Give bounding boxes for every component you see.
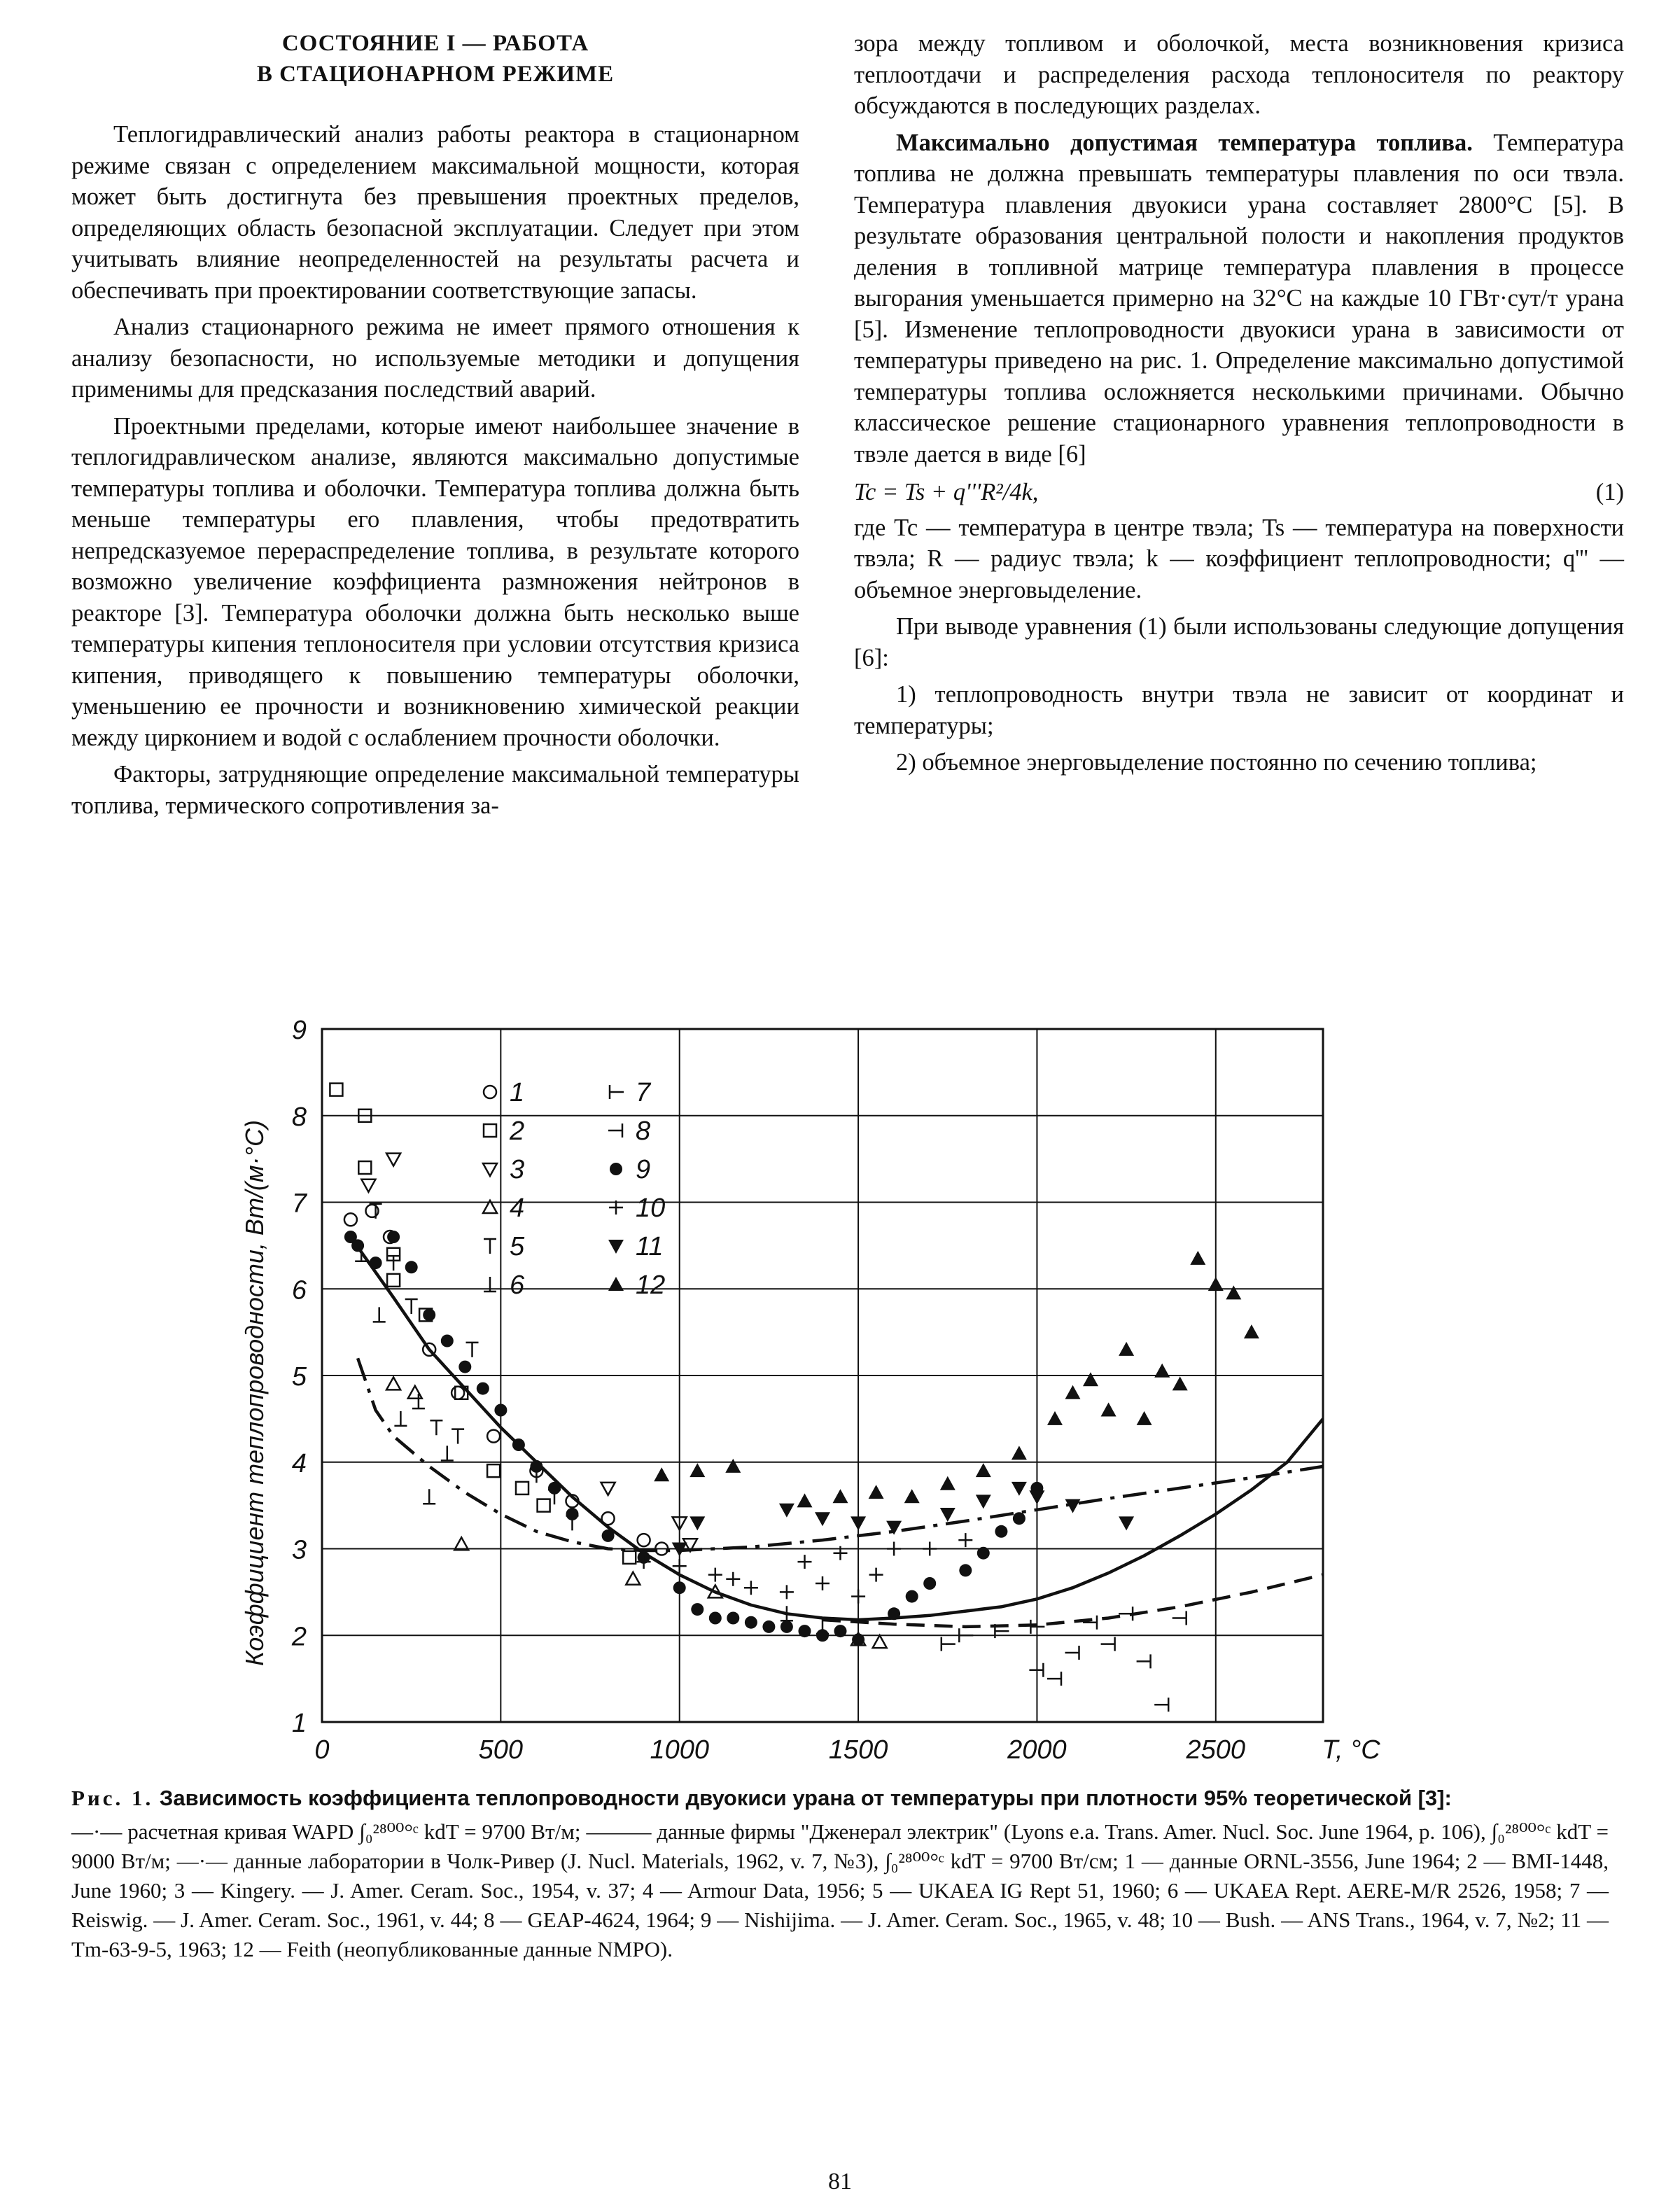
legend-marker-9 [610, 1163, 622, 1175]
data-point-series-5 [405, 1299, 418, 1314]
run-in-heading: Максимально допустимая температура топлива. [896, 129, 1473, 156]
data-point-series-9 [709, 1612, 722, 1625]
data-point-series-10 [958, 1533, 972, 1547]
caption-title: Зависимость коэффициента теплопроводности двуокиси урана от температуры при плотности 95% теоретической [3]: [153, 1786, 1452, 1810]
data-point-series-4 [386, 1377, 400, 1390]
y-tick-label: 9 [291, 1016, 307, 1045]
x-tick-label: 500 [478, 1735, 524, 1765]
data-point-series-6 [373, 1307, 386, 1322]
legend-label-7: 7 [636, 1078, 651, 1107]
data-point-series-9 [548, 1482, 561, 1494]
data-point-series-10 [726, 1572, 740, 1586]
legend-label-11: 11 [636, 1232, 664, 1261]
data-point-series-9 [995, 1525, 1007, 1538]
data-point-series-1 [638, 1534, 650, 1546]
y-tick-label: 2 [291, 1622, 307, 1652]
data-point-series-12 [940, 1476, 955, 1490]
data-point-series-1 [344, 1213, 357, 1226]
data-point-series-11 [815, 1512, 830, 1526]
data-point-series-9 [566, 1508, 579, 1520]
right-column [854, 28, 1624, 784]
data-point-series-2 [538, 1499, 550, 1512]
data-point-series-12 [833, 1489, 848, 1503]
data-point-series-12 [1154, 1364, 1170, 1378]
figure-1 [224, 1001, 1380, 1771]
data-point-series-9 [977, 1547, 990, 1560]
legend-label-12: 12 [636, 1270, 666, 1300]
data-point-series-3 [601, 1483, 615, 1495]
data-point-series-9 [423, 1308, 435, 1321]
paragraph: Теплогидравлический анализ работы реактора в стационарном режиме связан с определением максимальной мощности, которая может быть достигнута без превышения проектных пределов, определяющих область безопасной эксплуатации. Следует при этом учитывать влияние неопределенностей на результаты расчета и обеспечивать при проектировании соответствующие запасы. [71, 121, 799, 304]
equation-1 [854, 477, 1624, 508]
data-point-series-8 [1137, 1654, 1151, 1668]
data-point-series-9 [780, 1620, 793, 1633]
y-axis-label: Коэффициент теплопроводности, Вт/(м·°С) [240, 1120, 269, 1666]
data-point-series-5 [466, 1343, 479, 1357]
data-point-series-7 [959, 1628, 973, 1642]
data-point-series-9 [727, 1612, 739, 1625]
data-point-series-10 [887, 1542, 901, 1556]
data-point-series-9 [959, 1564, 972, 1576]
data-point-series-6 [412, 1394, 425, 1408]
legend-marker-2 [484, 1124, 496, 1137]
x-tick-label: T, °С [1322, 1735, 1380, 1765]
data-point-series-9 [673, 1581, 686, 1594]
data-point-series-8 [1047, 1672, 1061, 1686]
conductivity-chart [224, 1001, 1380, 1771]
equation-number: (1) [1595, 479, 1624, 505]
caption-label: Рис. 1. [71, 1786, 154, 1810]
data-point-series-9 [512, 1438, 525, 1451]
data-point-series-6 [423, 1489, 435, 1504]
data-point-series-12 [1065, 1385, 1081, 1399]
legend-marker-7 [610, 1085, 624, 1099]
data-point-series-9 [405, 1261, 418, 1273]
legend-marker-1 [484, 1086, 496, 1098]
data-point-series-8 [1172, 1611, 1186, 1625]
data-point-series-12 [1226, 1285, 1241, 1299]
data-point-series-8 [1029, 1663, 1043, 1677]
data-point-series-9 [888, 1607, 900, 1620]
data-point-series-2 [516, 1482, 528, 1494]
paragraph-continuation: зора между топливом и оболочкой, места возникновения кризиса теплоотдачи и распределения расхода теплоносителя по реактору обсуждаются в последующих разделах. [854, 30, 1624, 119]
data-point-series-10 [798, 1555, 812, 1569]
left-column [71, 28, 799, 827]
data-point-series-12 [1119, 1342, 1134, 1356]
legend-label-3: 3 [510, 1155, 525, 1184]
page-number: 81 [828, 2169, 852, 2194]
figure-caption [71, 1784, 1609, 1964]
legend-label-6: 6 [510, 1270, 525, 1300]
data-point-series-9 [477, 1382, 489, 1395]
paragraph: Факторы, затрудняющие определение максимальной температуры топлива, термического сопротивления за- [71, 761, 799, 819]
data-point-series-4 [408, 1386, 422, 1399]
data-point-series-11 [886, 1521, 902, 1535]
data-point-series-9 [762, 1620, 775, 1633]
data-point-series-8 [1154, 1698, 1168, 1712]
data-point-series-4 [873, 1635, 887, 1648]
data-point-series-12 [1047, 1411, 1063, 1425]
data-point-series-11 [690, 1516, 705, 1530]
data-point-series-5 [451, 1429, 464, 1444]
y-tick-label: 8 [291, 1102, 307, 1132]
legend-label-9: 9 [636, 1155, 651, 1184]
legend-marker-8 [608, 1124, 622, 1138]
data-point-series-7 [941, 1637, 955, 1651]
data-point-series-2 [487, 1464, 500, 1477]
data-point-series-5 [387, 1256, 400, 1270]
data-point-series-12 [654, 1467, 669, 1481]
data-point-series-11 [1011, 1482, 1027, 1496]
data-point-series-2 [358, 1161, 371, 1174]
data-point-series-8 [1065, 1646, 1079, 1660]
paragraph: Анализ стационарного режима не имеет прямого отношения к анализу безопасности, но используемые методики и допущения применимы для предсказания последствий аварий. [71, 314, 799, 402]
data-point-series-12 [904, 1489, 920, 1503]
curve-wapd [351, 1237, 1323, 1620]
caption-legend: —·— расчетная кривая WAPD ∫₀²⁸⁰⁰°ᶜ kdT = 9700 Вт/м; ——— данные фирмы "Дженерал электрик" (Lyons e.a. Trans. Amer. Nucl. Soc. June 1964, p. 106), ∫₀²⁸⁰⁰°ᶜ kdT = 9000 Вт/м; —·— данные лаборатории в Чолк-Ривер (J. Nucl. Materials, 1962, v. 7, №3), ∫₀²⁸⁰⁰°ᶜ kdT = 9700 Вт/см; 1 — данные ORNL-3556, June 1964; 2 — BMI-1448, June 1960; 3 — Kingery. — J. Amer. Ceram. Soc., 1954, v. 37; 4 — Armour Data, 1956; 5 — UKAEA IG Rept 51, 1960; 6 — UKAEA Rept. AERE-M/R 2526, 1958; 7 — Reiswig. — J. Amer. Ceram. Soc., 1961, v. 44; 8 — GEAP-4624, 1964; 9 — Nishijima. — J. Amer. Ceram. Soc., 1965, v. 48; 10 — Bush. — ANS Trans., 1964, v. 7, №2; 11 — Tm-63-9-5, 1963; 12 — Feith (неопубликованные данные NMPO). [71, 1819, 1609, 1961]
data-point-series-12 [1083, 1372, 1098, 1386]
list-item: 1) теплопроводность внутри твэла не зависит от координат и температуры; [854, 681, 1624, 739]
data-point-series-6 [441, 1446, 454, 1460]
data-point-series-9 [387, 1231, 400, 1243]
x-tick-label: 2500 [1186, 1735, 1246, 1765]
data-point-series-8 [1101, 1637, 1115, 1651]
data-point-series-10 [780, 1585, 794, 1599]
data-point-series-11 [1119, 1516, 1134, 1530]
data-point-series-3 [361, 1180, 375, 1192]
data-point-series-9 [923, 1577, 936, 1590]
data-point-series-9 [494, 1404, 507, 1417]
data-point-series-11 [940, 1508, 955, 1522]
data-point-series-9 [816, 1629, 829, 1642]
legend-label-10: 10 [636, 1194, 666, 1223]
chart-curves [351, 1237, 1323, 1627]
data-point-series-12 [1101, 1403, 1116, 1417]
legend-marker-3 [483, 1163, 497, 1176]
data-point-series-5 [430, 1420, 442, 1435]
data-point-series-9 [351, 1239, 364, 1252]
paragraph: где Tc — температура в центре твэла; Ts — температура на поверхности твэла; R — радиус твэла; k — коэффициент теплопроводности; q''' — объемное энерговыделение. [854, 514, 1624, 603]
legend-label-1: 1 [510, 1078, 525, 1107]
data-point-series-10 [923, 1542, 937, 1556]
data-point-series-1 [602, 1512, 615, 1525]
x-tick-label: 0 [314, 1735, 330, 1765]
legend-marker-5 [484, 1239, 496, 1254]
data-point-series-10 [708, 1568, 722, 1582]
data-point-series-9 [458, 1361, 471, 1373]
data-point-series-9 [852, 1633, 864, 1646]
y-tick-label: 7 [291, 1189, 307, 1219]
data-point-series-12 [976, 1463, 991, 1477]
section-title: СОСТОЯНИЕ I — РАБОТА В СТАЦИОНАРНОМ РЕЖИМЕ [256, 31, 615, 87]
data-point-series-9 [745, 1616, 757, 1629]
y-tick-label: 1 [291, 1709, 307, 1738]
data-point-series-3 [386, 1154, 400, 1166]
legend-label-4: 4 [510, 1194, 525, 1223]
data-point-series-12 [1011, 1446, 1027, 1460]
data-point-series-2 [387, 1274, 400, 1287]
data-point-series-9 [834, 1625, 847, 1637]
data-point-series-12 [1244, 1324, 1259, 1338]
legend-marker-12 [608, 1277, 624, 1291]
data-point-series-12 [1137, 1411, 1152, 1425]
legend-label-5: 5 [510, 1232, 525, 1261]
list-item: 2) объемное энерговыделение постоянно по сечению топлива; [896, 749, 1537, 776]
data-point-series-12 [869, 1485, 884, 1499]
y-tick-label: 6 [291, 1275, 307, 1306]
data-point-series-4 [626, 1572, 640, 1585]
data-point-series-9 [530, 1460, 542, 1473]
x-tick-label: 1000 [650, 1735, 709, 1765]
data-point-series-11 [976, 1494, 991, 1508]
data-point-series-9 [441, 1335, 454, 1348]
data-point-series-10 [816, 1576, 830, 1590]
data-point-series-2 [623, 1551, 636, 1564]
data-point-series-11 [850, 1516, 866, 1530]
data-point-series-1 [487, 1430, 500, 1443]
data-point-series-2 [330, 1084, 342, 1096]
data-point-series-12 [1190, 1251, 1205, 1265]
data-point-series-10 [851, 1590, 865, 1604]
paragraph: Максимально допустимая температура топлива. Температура топлива не должна превышать температуры плавления по оси твэла. Температура плавления двуокиси урана составляет 2800°С [5]. В результате образования центральной полости и накопления продуктов деления в топливной матрице температура плавления в процессе выгорания уменьшается примерно на 32°С на каждые 10 ГВт·сут/т урана [5]. Изменение теплопроводности двуокиси урана в зависимости от температуры приведено на рис. 1. Определение максимально допустимой температуры топлива осложняется несколькими причинами. Обычно классическое решение стационарного уравнения теплопроводности в твэле дается в виде [6] [854, 129, 1624, 468]
x-tick-label: 2000 [1007, 1735, 1067, 1765]
data-point-series-9 [602, 1530, 615, 1542]
data-point-series-9 [691, 1603, 704, 1616]
data-point-series-11 [779, 1504, 794, 1518]
data-point-series-9 [906, 1590, 918, 1603]
data-point-series-9 [370, 1256, 382, 1269]
data-point-series-6 [394, 1411, 407, 1426]
legend-label-2: 2 [510, 1116, 525, 1146]
legend-marker-11 [608, 1240, 624, 1254]
y-tick-label: 3 [291, 1535, 307, 1565]
x-tick-label: 1500 [828, 1735, 888, 1765]
paragraph: Проектными пределами, которые имеют наибольшее значение в теплогидравлическом анализе, являются максимально допустимые температуры топлива и оболочки. Температура топлива должна быть меньше температуры его плавления, чтобы предотвратить непредсказуемое перераспределение топлива, в результате которого возможно увеличение коэффициента размножения нейтронов в реакторе [3]. Температура оболочки должна быть несколько выше температуры кипения теплоносителя при условии отсутствия кризиса кипения, приводящего к повышению температуры оболочки, уменьшению ее прочности и возникновению химической реакции между цирконием и водой с ослаблением прочности оболочки. [71, 412, 799, 751]
data-point-series-8 [1119, 1606, 1133, 1620]
equation-body: Tc = Ts + q'''R²/4k, [854, 479, 1039, 505]
data-point-series-12 [1208, 1277, 1224, 1291]
legend-label-8: 8 [636, 1116, 651, 1146]
data-point-series-10 [869, 1568, 883, 1582]
data-point-series-9 [799, 1625, 811, 1637]
data-point-series-10 [744, 1581, 758, 1595]
data-point-series-12 [725, 1459, 741, 1473]
data-point-series-9 [1013, 1512, 1026, 1525]
y-tick-label: 4 [291, 1448, 307, 1478]
data-point-series-12 [1172, 1376, 1188, 1390]
data-point-series-12 [797, 1493, 813, 1507]
data-point-series-1 [451, 1387, 464, 1399]
chart-legend [483, 1078, 665, 1300]
data-point-series-12 [690, 1463, 705, 1477]
paragraph: При выводе уравнения (1) были использованы следующие допущения [6]: [854, 613, 1624, 671]
data-point-series-11 [1029, 1490, 1044, 1504]
y-tick-label: 5 [291, 1362, 307, 1392]
data-point-series-8 [1083, 1616, 1097, 1630]
